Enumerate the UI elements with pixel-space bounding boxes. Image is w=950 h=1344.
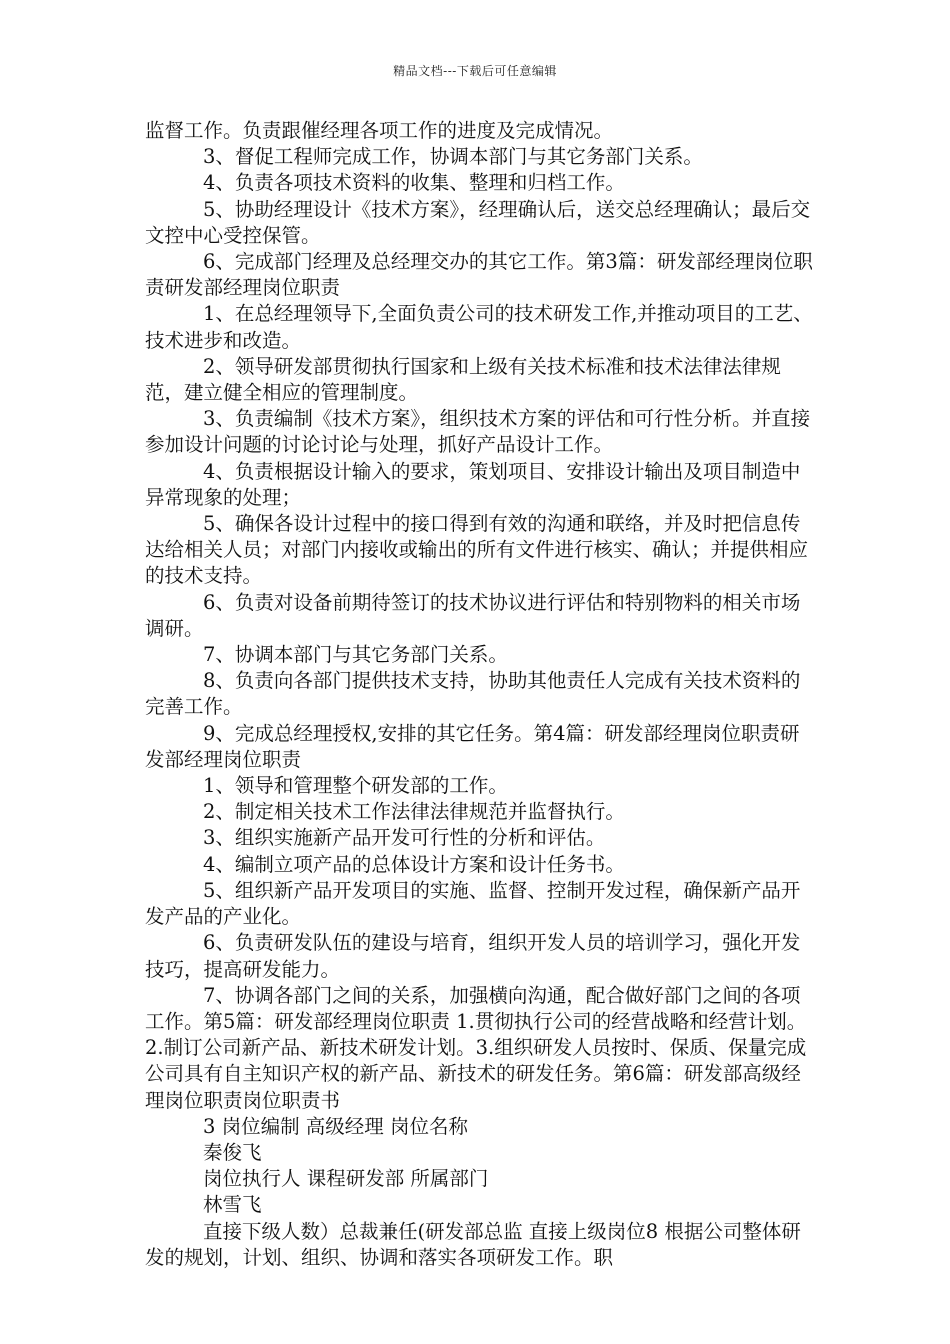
paragraph: 7、协调各部门之间的关系，加强横向沟通，配合做好部门之间的各项工作。第5篇：研发部经理岗位职责 1.贯彻执行公司的经营战略和经营计划。2.制订公司新产品、新技术研发计划。3.组织研发人员按时、保质、保量完成公司具有自主知识产权的新产品、新技术的研发任务。第6篇：研发部高级经理岗位职责岗位职责书 [145,983,807,1112]
paragraph: 4、负责各项技术资料的收集、整理和归档工作。 [203,171,625,195]
paragraph: 5、组织新产品开发项目的实施、监督、控制开发过程，确保新产品开发产品的产业化。 [145,878,801,929]
paragraph: 5、确保各设计过程中的接口得到有效的沟通和联络，并及时把信息传达给相关人员；对部门内接收或输出的所有文件进行核实、确认；并提供相应的技术支持。 [145,512,809,588]
document-body [145,118,815,1271]
paragraph: 3、组织实施新产品开发可行性的分析和评估。 [203,826,606,850]
paragraph: 8、负责向各部门提供技术支持，协助其他责任人完成有关技术资料的完善工作。 [145,669,801,719]
paragraph: 1、领导和管理整个研发部的工作。 [203,774,508,798]
paragraph: 7、协调本部门与其它务部门关系。 [203,643,508,667]
paragraph: 直接下级人数）总裁兼任(研发部总监 直接上级岗位8 根据公司整体研发的规划，计划、组织、协调和落实各项研发工作。职 [145,1219,801,1269]
paragraph: 4、编制立项产品的总体设计方案和设计任务书。 [203,852,625,876]
paragraph: 秦俊飞 [203,1140,262,1164]
paragraph: 林雪飞 [203,1193,262,1217]
paragraph: 岗位执行人 课程研发部 所属部门 [203,1167,489,1191]
paragraph: 6、负责研发队伍的建设与培育，组织开发人员的培训学习，强化开发技巧，提高研发能力。 [145,931,801,981]
paragraph: 3、督促工程师完成工作，协调本部门与其它务部门关系。 [203,145,703,169]
paragraph: 6、负责对设备前期待签订的技术协议进行评估和特别物料的相关市场调研。 [145,590,801,640]
paragraph: 6、完成部门经理及总经理交办的其它工作。第3篇：研发部经理岗位职责研发部经理岗位职责 [145,250,813,300]
paragraph: 9、完成总经理授权,安排的其它任务。第4篇：研发部经理岗位职责研发部经理岗位职责 [145,721,800,771]
paragraph: 2、制定相关技术工作法律法律规范并监督执行。 [203,800,625,824]
paragraph: 3、负责编制《技术方案》，组织技术方案的评估和可行性分析。并直接参加设计问题的讨论讨论与处理，抓好产品设计工作。 [145,407,811,457]
paragraph: 1、在总经理领导下,全面负责公司的技术研发工作,并推动项目的工艺、技术进步和改造。 [145,302,813,352]
page-header: 精品文档---下载后可任意编辑 [393,64,557,78]
paragraph: 2、领导研发部贯彻执行国家和上级有关技术标准和技术法律法律规范，建立健全相应的管理制度。 [145,354,781,405]
paragraph: 3 岗位编制 高级经理 岗位名称 [203,1114,469,1138]
paragraph: 监督工作。负责跟催经理各项工作的进度及完成情况。 [145,119,614,142]
paragraph: 5、协助经理设计《技术方案》，经理确认后，送交总经理确认；最后交文控中心受控保管。 [145,197,811,247]
paragraph: 4、负责根据设计输入的要求，策划项目、安排设计输出及项目制造中异常现象的处理； [145,459,801,509]
